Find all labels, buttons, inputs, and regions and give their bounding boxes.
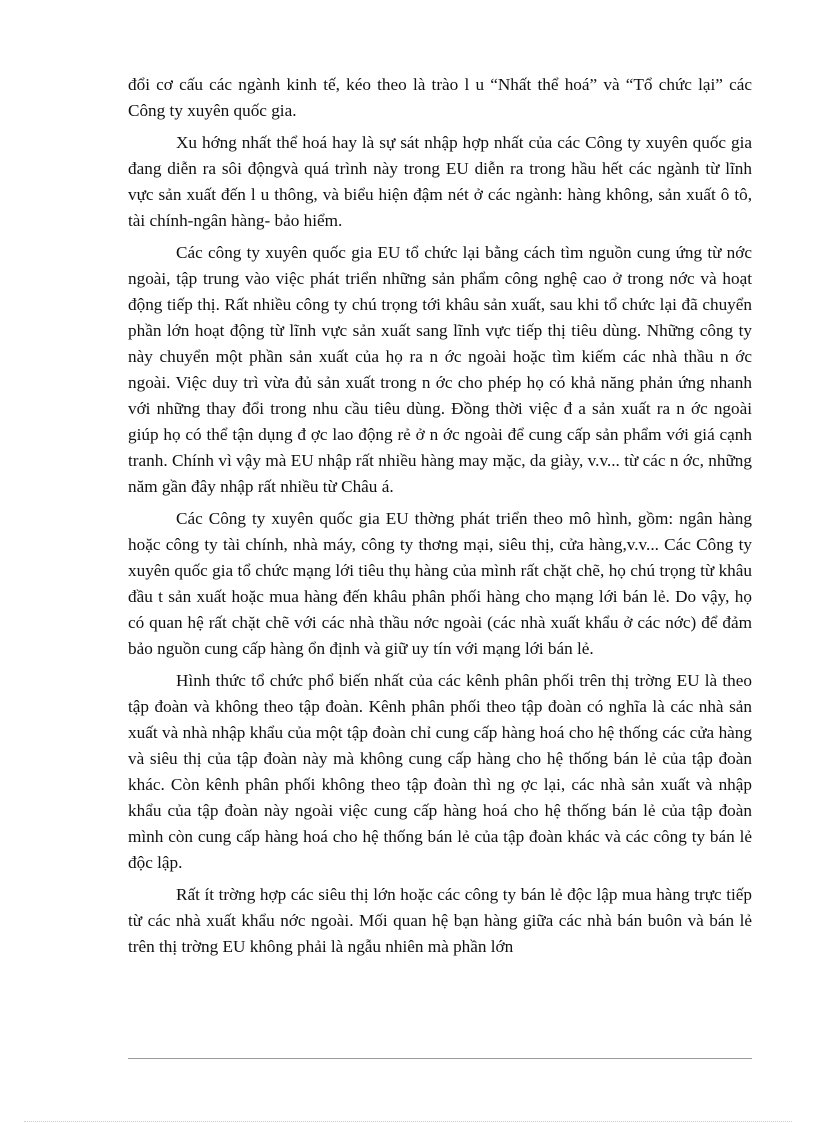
document-body [128,72,752,966]
paragraph-2: Xu hớng nhất thể hoá hay là sự sát nhập hợp nhất của các Công ty xuyên quốc gia đang diễn ra sôi độngvà quá trình này trong EU diễn ra trong hầu hết các ngành từ lĩnh vực sản xuất đến l u thông, và biểu hiện đậm nét ở các ngành: hàng không, sản xuất ô tô, tài chính-ngân hàng- bảo hiểm. [128,133,752,230]
page-bottom-dotted-line [24,1121,792,1122]
paragraph-3: Các công ty xuyên quốc gia EU tổ chức lại bằng cách tìm nguồn cung ứng từ nớc ngoài, tập trung vào việc phát triển những sản phẩm công nghệ cao ở trong nớc và hoạt động tiếp thị. Rất nhiều công ty chú trọng tới khâu sản xuất, sau khi tổ chức lại đã chuyển phần lớn hoạt động từ lĩnh vực sản xuất sang lĩnh vực tiếp thị tiêu dùng. Những công ty này chuyển một phần sản xuất của họ ra n ớc ngoài hoặc tìm kiếm các nhà thầu n ớc ngoài. Việc duy trì vừa đủ sản xuất trong n ớc cho phép họ có khả năng phản ứng nhanh với những thay đổi trong nhu cầu tiêu dùng. Đồng thời việc đ a sản xuất ra n ớc ngoài giúp họ có thể tận dụng đ ợc lao động rẻ ở n ớc ngoài để cung cấp sản phẩm với giá cạnh tranh. Chính vì vậy mà EU nhập rất nhiều hàng may mặc, da giày, v.v... từ các n ớc, những năm gần đây nhập rất nhiều từ Châu á. [128,243,752,496]
paragraph-4: Các Công ty xuyên quốc gia EU thờng phát triển theo mô hình, gồm: ngân hàng hoặc công ty tài chính, nhà máy, công ty thơng mại, siêu thị, cửa hàng,v.v... Các Công ty xuyên quốc gia tổ chức mạng lới tiêu thụ hàng của mình rất chặt chẽ, họ chú trọng từ khâu đầu t sản xuất hoặc mua hàng đến khâu phân phối hàng cho mạng lới bán lẻ. Do vậy, họ có quan hệ rất chặt chẽ với các nhà thầu nớc ngoài (các nhà xuất khẩu ở các nớc) để đảm bảo nguồn cung cấp hàng ổn định và giữ uy tín với mạng lới bán lẻ. [128,509,752,658]
footer-rule [128,1058,752,1059]
paragraph-6: Rất ít trờng hợp các siêu thị lớn hoặc các công ty bán lẻ độc lập mua hàng trực tiếp từ các nhà xuất khẩu nớc ngoài. Mối quan hệ bạn hàng giữa các nhà bán buôn và bán lẻ trên thị trờng EU không phải là ngẫu nhiên mà phần lớn [128,885,752,956]
paragraph-5: Hình thức tổ chức phổ biến nhất của các kênh phân phối trên thị trờng EU là theo tập đoàn và không theo tập đoàn. Kênh phân phối theo tập đoàn có nghĩa là các nhà sản xuất và nhà nhập khẩu của một tập đoàn chỉ cung cấp hàng hoá cho hệ thống các cửa hàng và siêu thị của tập đoàn này mà không cung cấp hàng cho hệ thống bán lẻ của tập đoàn khác. Còn kênh phân phối không theo tập đoàn thì ng ợc lại, các nhà sản xuất và nhập khẩu của tập đoàn này ngoài việc cung cấp hàng hoá cho hệ thống bán lẻ của tập đoàn mình còn cung cấp hàng hoá cho hệ thống bán lẻ của tập đoàn khác và các công ty bán lẻ độc lập. [128,671,752,872]
paragraph-1: đổi cơ cấu các ngành kinh tế, kéo theo là trào l u “Nhất thể hoá” và “Tổ chức lại” các Công ty xuyên quốc gia. [128,75,752,120]
